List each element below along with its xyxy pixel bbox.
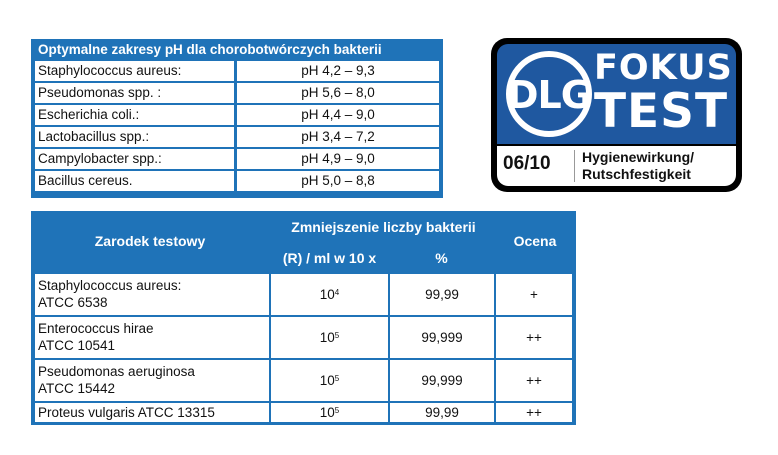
table-row <box>35 171 439 191</box>
strain-name: Staphylococcus aureus: <box>38 278 182 293</box>
strain-name: Proteus vulgaris ATCC 13315 <box>38 405 215 420</box>
table-row <box>35 61 439 81</box>
header-r-per-ml: (R) / ml w 10 x <box>282 250 377 266</box>
table-row <box>35 149 439 169</box>
reduction-value <box>271 317 388 358</box>
ph-table-title: Optymalne zakresy pH dla chorobotwórczych bakterii <box>38 42 382 57</box>
header-reduction: Zmniejszenie liczby bakterii <box>291 219 476 235</box>
reduction-value <box>271 360 388 401</box>
strain-atcc: ATCC 15442 <box>38 381 116 396</box>
table-row-strain <box>35 317 269 358</box>
strain-atcc: ATCC 10541 <box>38 338 116 353</box>
ph-range: pH 4,9 – 9,0 <box>237 149 439 169</box>
table-row-strain <box>35 274 269 315</box>
reduction-value <box>271 274 388 315</box>
reduction-percent: 99,99 <box>390 274 494 315</box>
ph-range: pH 4,2 – 9,3 <box>237 61 439 81</box>
logo-desc-line1: Hygienewirkung/ <box>582 149 695 165</box>
bacteria-reduction-table <box>31 211 576 425</box>
header-strain: Zarodek testowy <box>94 233 206 249</box>
ph-range: pH 5,0 – 8,8 <box>237 171 439 191</box>
logo-desc-line2: Rutschfestigkeit <box>582 166 691 182</box>
reduction-base: 10 <box>319 287 335 302</box>
table-row <box>35 105 439 125</box>
strain-name: Pseudomonas aeruginosa <box>38 364 195 379</box>
reduction-exponent: 4 <box>334 288 340 297</box>
reduction-percent: 99,999 <box>390 360 494 401</box>
dlg-seal-text: DLG <box>507 73 591 117</box>
bacteria-name: Bacillus cereus. <box>35 171 234 191</box>
ph-range: pH 3,4 – 7,2 <box>237 127 439 147</box>
dlg-fokus-test-logo <box>491 38 742 192</box>
table-row-strain <box>35 403 269 422</box>
bacteria-name: Pseudomonas spp. : <box>35 83 234 103</box>
bacteria-name: Escherichia coli.: <box>35 105 234 125</box>
reduction-base: 10 <box>319 330 335 345</box>
logo-date: 06/10 <box>503 153 551 174</box>
bacteria-name: Lactobacillus spp.: <box>35 127 234 147</box>
table-row <box>35 83 439 103</box>
table-row <box>35 127 439 147</box>
rating: ++ <box>496 317 572 358</box>
reduction-percent: 99,99 <box>390 403 494 422</box>
header-rating: Ocena <box>513 233 557 249</box>
header-percent: % <box>435 250 448 266</box>
rating: ++ <box>496 403 572 422</box>
reduction-exponent: 5 <box>334 374 340 383</box>
dlg-seal-icon <box>503 50 595 138</box>
ph-range: pH 4,4 – 9,0 <box>237 105 439 125</box>
table-row-strain <box>35 360 269 401</box>
reduction-base: 10 <box>319 405 335 420</box>
reduction-percent: 99,999 <box>390 317 494 358</box>
strain-name: Enterococcus hirae <box>38 321 154 336</box>
reduction-base: 10 <box>319 373 335 388</box>
bacteria-name: Staphylococcus aureus: <box>35 61 234 81</box>
bacteria-name: Campylobacter spp.: <box>35 149 234 169</box>
logo-line2: TEST <box>594 84 729 139</box>
reduction-exponent: 5 <box>334 406 340 415</box>
logo-line1: FOKUS <box>594 48 733 88</box>
logo-divider <box>574 150 575 182</box>
rating: ++ <box>496 360 572 401</box>
reduction-value <box>271 403 388 422</box>
reduction-exponent: 5 <box>334 331 340 340</box>
ph-range: pH 5,6 – 8,0 <box>237 83 439 103</box>
strain-atcc: ATCC 6538 <box>38 295 108 310</box>
rating: + <box>496 274 572 315</box>
ph-ranges-table <box>31 39 443 198</box>
